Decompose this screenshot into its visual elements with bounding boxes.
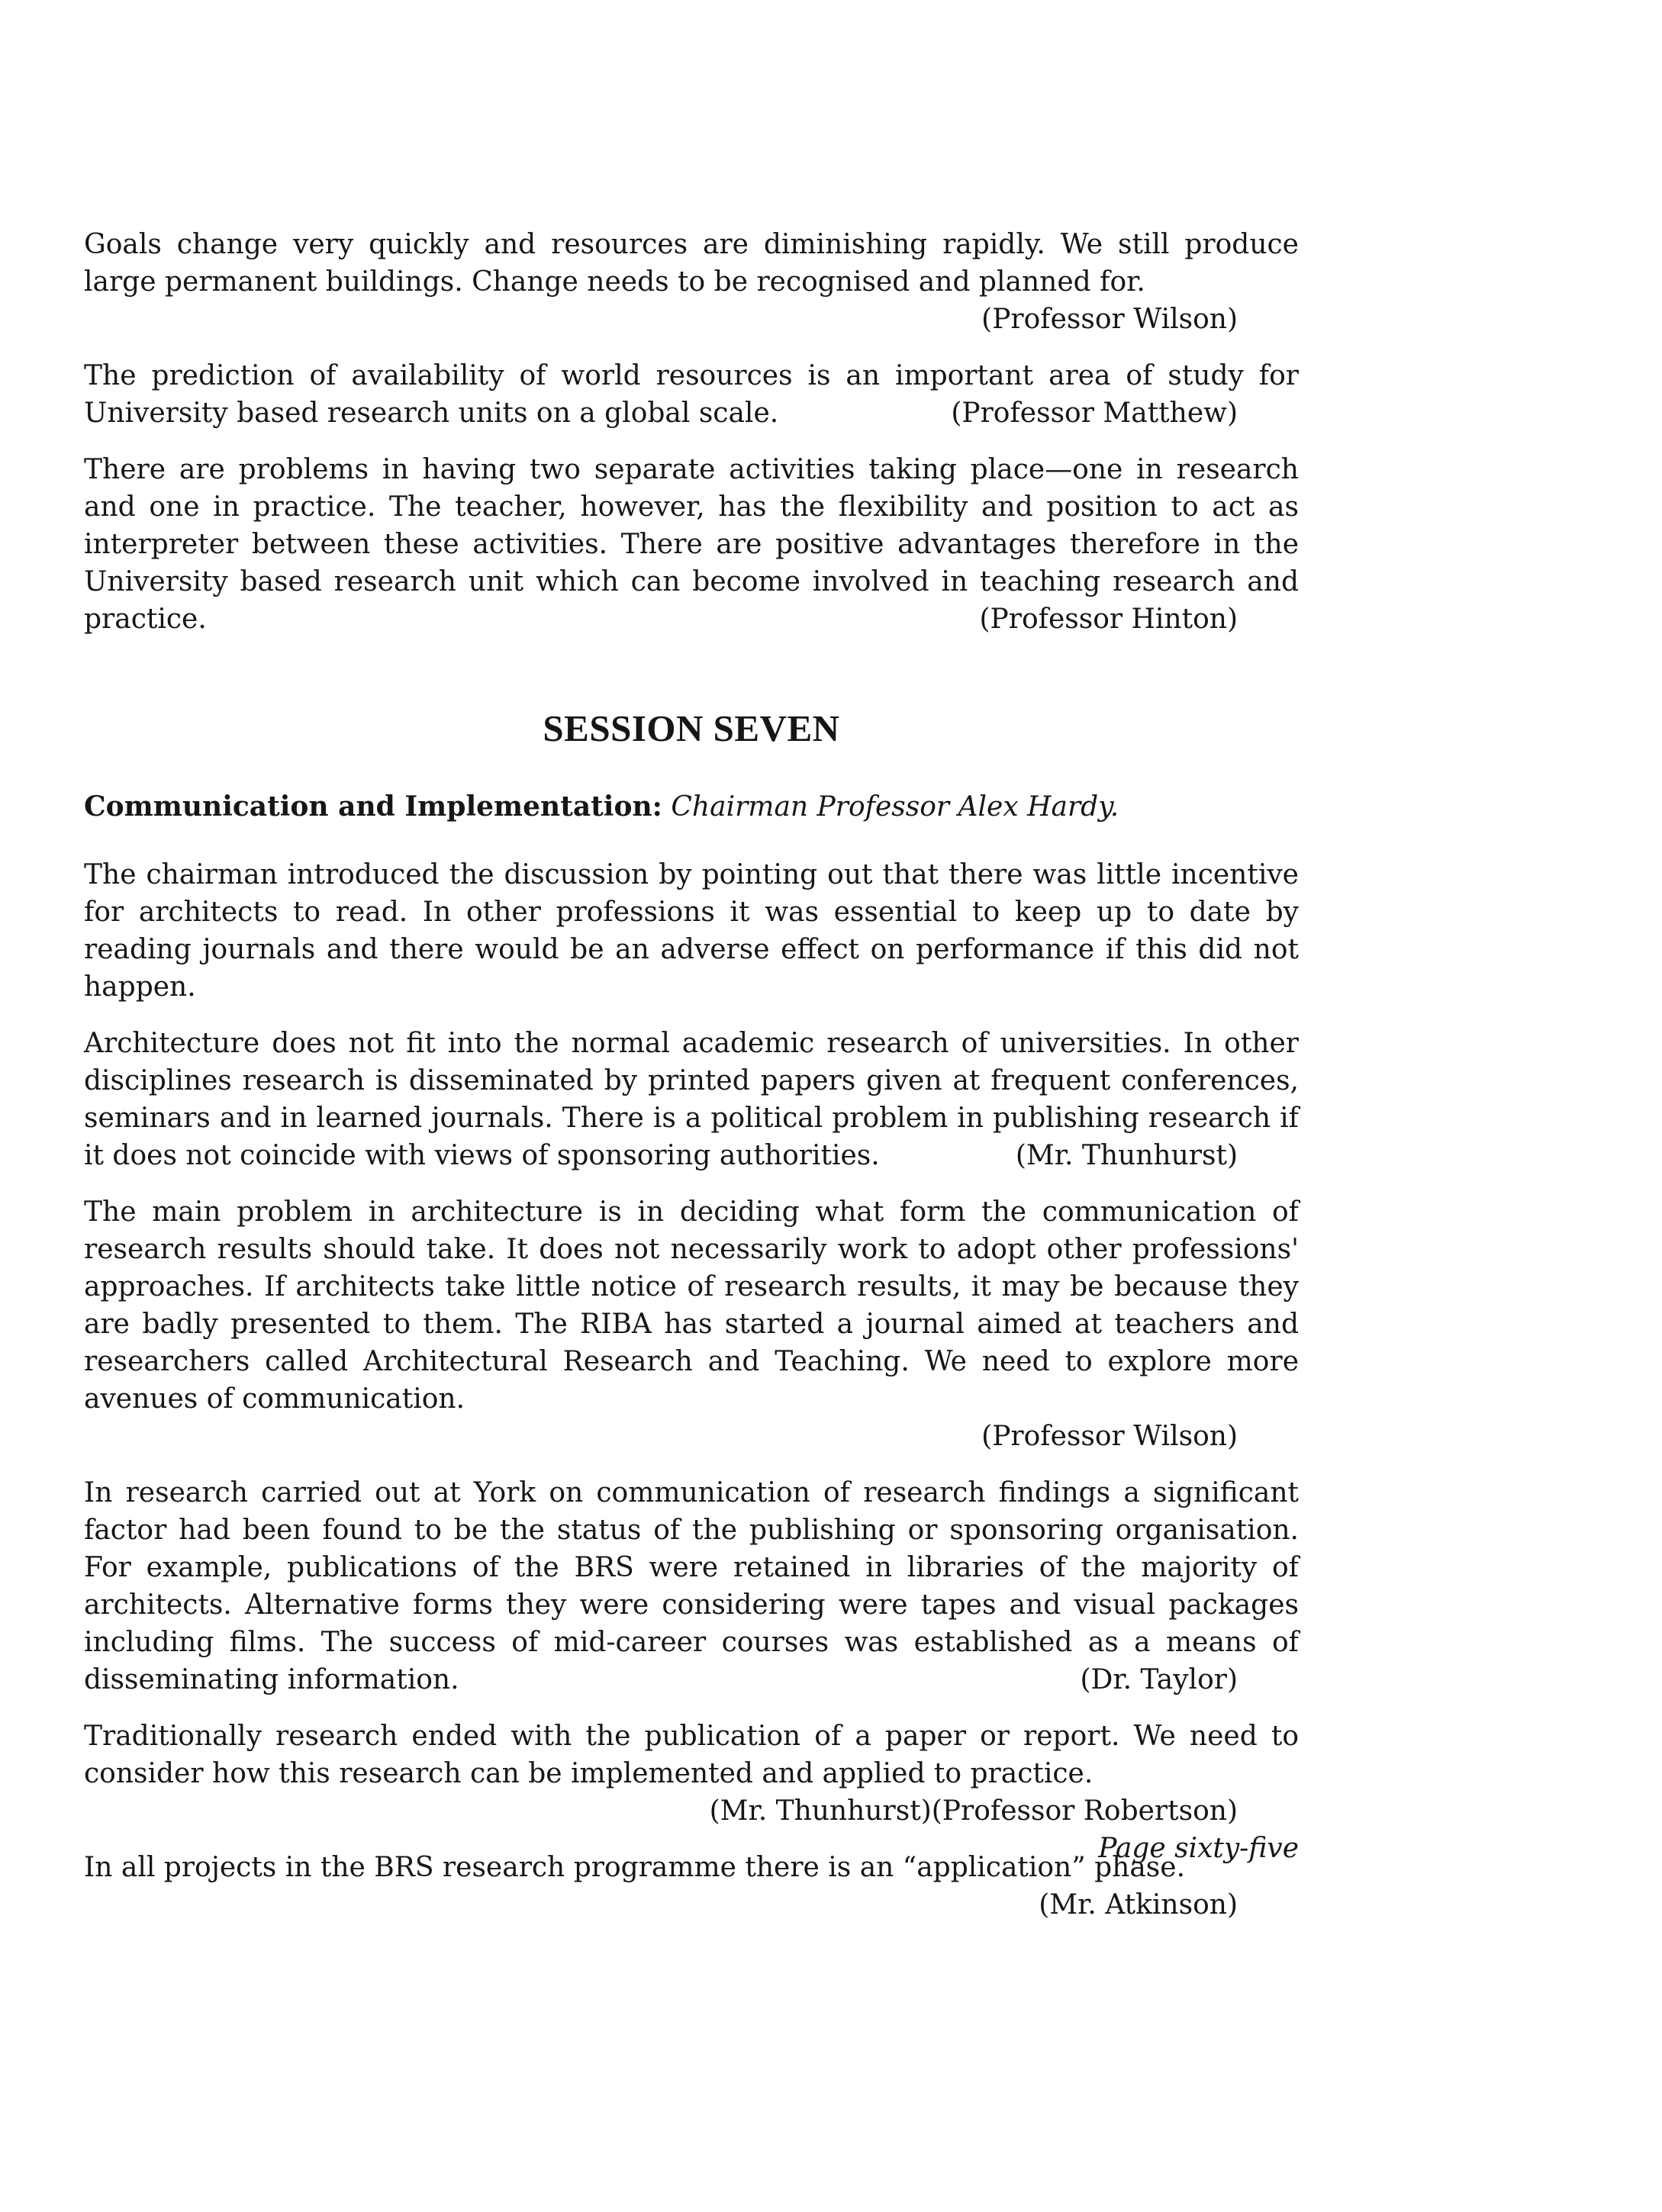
session-topic: Communication and Implementation: — [84, 790, 662, 823]
speaker-attribution: (Professor Wilson) — [981, 1421, 1238, 1452]
speaker-attribution: (Mr. Atkinson) — [1039, 1889, 1238, 1921]
paragraph-two-activities — [84, 451, 1299, 638]
paragraph-text: Traditionally research ended with the publication of a paper or report. We need to consider how this research can be implemented and applied to practice. (Professor Robertson) — [84, 1718, 1299, 1792]
speaker-attribution: (Mr. Thunhurst) — [709, 1795, 932, 1827]
session-title: SESSION SEVEN — [543, 707, 840, 749]
paragraph-world-resources — [84, 357, 1299, 432]
session-chairman: Chairman Professor Alex Hardy. — [671, 791, 1119, 823]
session-subtitle — [84, 788, 1299, 826]
paragraph-chairman-intro — [84, 856, 1299, 1006]
paragraph-main-problem — [84, 1193, 1299, 1455]
paragraph-text: The chairman introduced the discussion by pointing out that there was little incentive for architects to read. In other professions it was essential to keep up to date by reading journals and there would be an adverse effect on performance if this did not happen. — [84, 859, 1299, 1003]
document-page — [84, 226, 1299, 1943]
speaker-attribution: (Professor Wilson) — [981, 304, 1238, 335]
paragraph-goals — [84, 226, 1299, 338]
speaker-attribution: (Dr. Taylor) — [1080, 1664, 1238, 1695]
paragraph-text: Architecture does not fit into the normal academic research of universities. In other disciplines research is disseminated by printed papers given at frequent conferences, seminars and in learned journals. There is a political problem in publishing research if it does not coincide with views of sponsoring authorities. (Mr. Thunhurst) — [84, 1025, 1299, 1174]
speaker-attribution: (Professor Robertson) — [931, 1795, 1238, 1827]
paragraph-text: The main problem in architecture is in deciding what form the communication of research results should take. It does not necessarily work to adopt other professions' approaches. If architects take little notice of research results, it may be because they are badly presented to them. The RIBA has started a journal aimed at teachers and researchers called Architectural Research and Teaching. We need to explore more avenues of communication. — [84, 1196, 1299, 1415]
paragraph-york-research — [84, 1474, 1299, 1698]
paragraph-architecture-academic — [84, 1025, 1299, 1174]
paragraph-text: Goals change very quickly and resources are diminishing rapidly. We still produce large permanent buildings. Change needs to be recognised and planned for. — [84, 229, 1299, 298]
paragraph-text: There are problems in having two separate activities taking place—one in research and one in practice. The teacher, however, has the flexibility and position to act as interpreter between these activities. There are positive advantages therefore in the University based research unit which can become involved in teaching research and practice. (Professor Hinton) — [84, 451, 1299, 638]
speaker-attribution: (Mr. Thunhurst) — [1015, 1140, 1238, 1171]
paragraph-traditionally — [84, 1718, 1299, 1830]
paragraph-text: In all projects in the BRS research programme there is an “application” phase. — [84, 1852, 1186, 1883]
speaker-attribution: (Professor Matthew) — [951, 398, 1238, 429]
paragraph-text: In research carried out at York on communication of research findings a significant factor had been found to be the status of the publishing or sponsoring organisation. For example, publications of the BRS were retained in libraries of the majority of architects. Alternative forms they were considering were tapes and visual packages including films. The success of mid-career courses was established as a means of disseminating information. (Dr. Taylor) — [84, 1474, 1299, 1698]
page-number: Page sixty-five — [1098, 1833, 1299, 1864]
speaker-attribution: (Professor Hinton) — [979, 604, 1238, 635]
paragraph-text: The prediction of availability of world resources is an important area of study for University based research units on a global scale. (Professor Matthew) — [84, 357, 1299, 432]
